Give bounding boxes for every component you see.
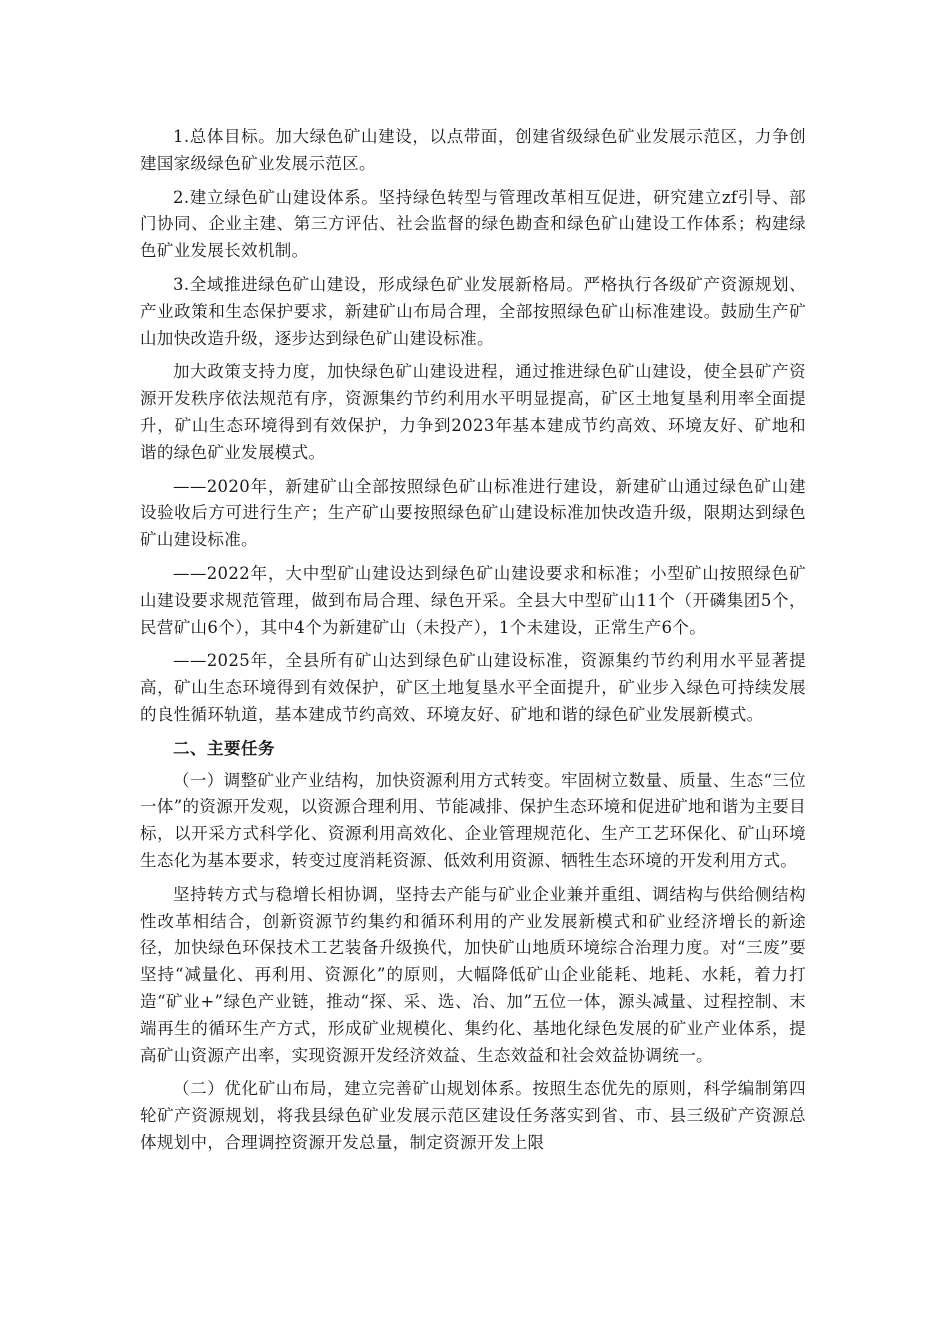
paragraph-task-adjust-structure: （一）调整矿业产业结构，加快资源利用方式转变。牢固树立数量、质量、生态“三位一体”的资源开发观，以资源合理利用、节能减排、保护生态环境和促进矿地和谐为主要目标，以开采方式科学化、资源利用高效化、企业管理规范化、生产工艺环保化、矿山环境生态化为基本要求，转变过度消耗资源、低效利用资源、牺牲生态环境的开发利用方式。 [140,770,806,870]
paragraph-full-promotion: 3.全域推进绿色矿山建设，形成绿色矿业发展新格局。严格执行各级矿产资源规划、产业政策和生态保护要求，新建矿山布局合理，全部按照绿色矿山标准建设。鼓励生产矿山加快改造升级，逐步达到绿色矿山建设标准。 [140,274,806,348]
paragraph-transform-growth: 坚持转方式与稳增长相协调，坚持去产能与矿业企业兼并重组、调结构与供给侧结构性改革相结合，创新资源节约集约和循环利用的产业发展新模式和矿业经济增长的新途径，加快绿色环保技术工艺装备升级换代，加快矿山地质环境综合治理力度。对“三废”要坚持“减量化、再利用、资源化”的原则，大幅降低矿山企业能耗、地耗、水耗，着力打造“矿业+”绿色产业链，推动“探、采、选、冶、加”五位一体，源头减量、过程控制、末端再生的循环生产方式，形成矿业规模化、集约化、基地化绿色发展的矿业产业体系，提高矿山资源产出率，实现资源开发经济效益、生态效益和社会效益协调统一。 [140,884,806,1065]
paragraph-overall-goal: 1.总体目标。加大绿色矿山建设，以点带面，创建省级绿色矿业发展示范区，力争创建国家级绿色矿业发展示范区。 [140,127,806,173]
section-heading-main-tasks: 二、主要任务 [173,738,275,758]
paragraph-task-optimize-layout: （二）优化矿山布局，建立完善矿山规划体系。按照生态优先的原则，科学编制第四轮矿产资源规划，将我县绿色矿业发展示范区建设任务落实到省、市、县三级矿产资源总体规划中，合理调控资源开发总量，制定资源开发上限 [140,1079,806,1152]
paragraph-policy-support: 加大政策支持力度，加快绿色矿山建设进程，通过推进绿色矿山建设，使全县矿产资源开发秩序依法规范有序，资源集约节约利用水平明显提高，矿区土地复垦利用率全面提升，矿山生态环境得到有效保护，力争到2023年基本建成节约高效、环境友好、矿地和谐的绿色矿业发展模式。 [140,362,806,462]
paragraph-target-2025: ——2025年，全县所有矿山达到绿色矿山建设标准，资源集约节约利用水平显著提高，矿山生态环境得到有效保护，矿区土地复垦水平全面提升，矿业步入绿色可持续发展的良性循环轨道，基本建成节约高效、环境友好、矿地和谐的绿色矿业发展新模式。 [140,651,806,724]
paragraph-system-building: 2.建立绿色矿山建设体系。坚持绿色转型与管理改革相互促进，研究建立zf引导、部门协同、企业主建、第三方评估、社会监督的绿色勘查和绿色矿山建设工作体系；构建绿色矿业发展长效机制。 [140,187,806,261]
paragraph-target-2020: ——2020年，新建矿山全部按照绿色矿山标准进行建设，新建矿山通过绿色矿山建设验收后方可进行生产；生产矿山要按照绿色矿山建设标准加快改造升级，限期达到绿色矿山建设标准。 [140,476,806,550]
document-body [140,124,806,1164]
paragraph-target-2022: ——2022年，大中型矿山建设达到绿色矿山建设要求和标准；小型矿山按照绿色矿山建设要求规范管理，做到布局合理、绿色开采。全县大中型矿山11个（开磷集团5个，民营矿山6个），其中4个为新建矿山（未投产），1个未建设，正常生产6个。 [140,563,806,637]
